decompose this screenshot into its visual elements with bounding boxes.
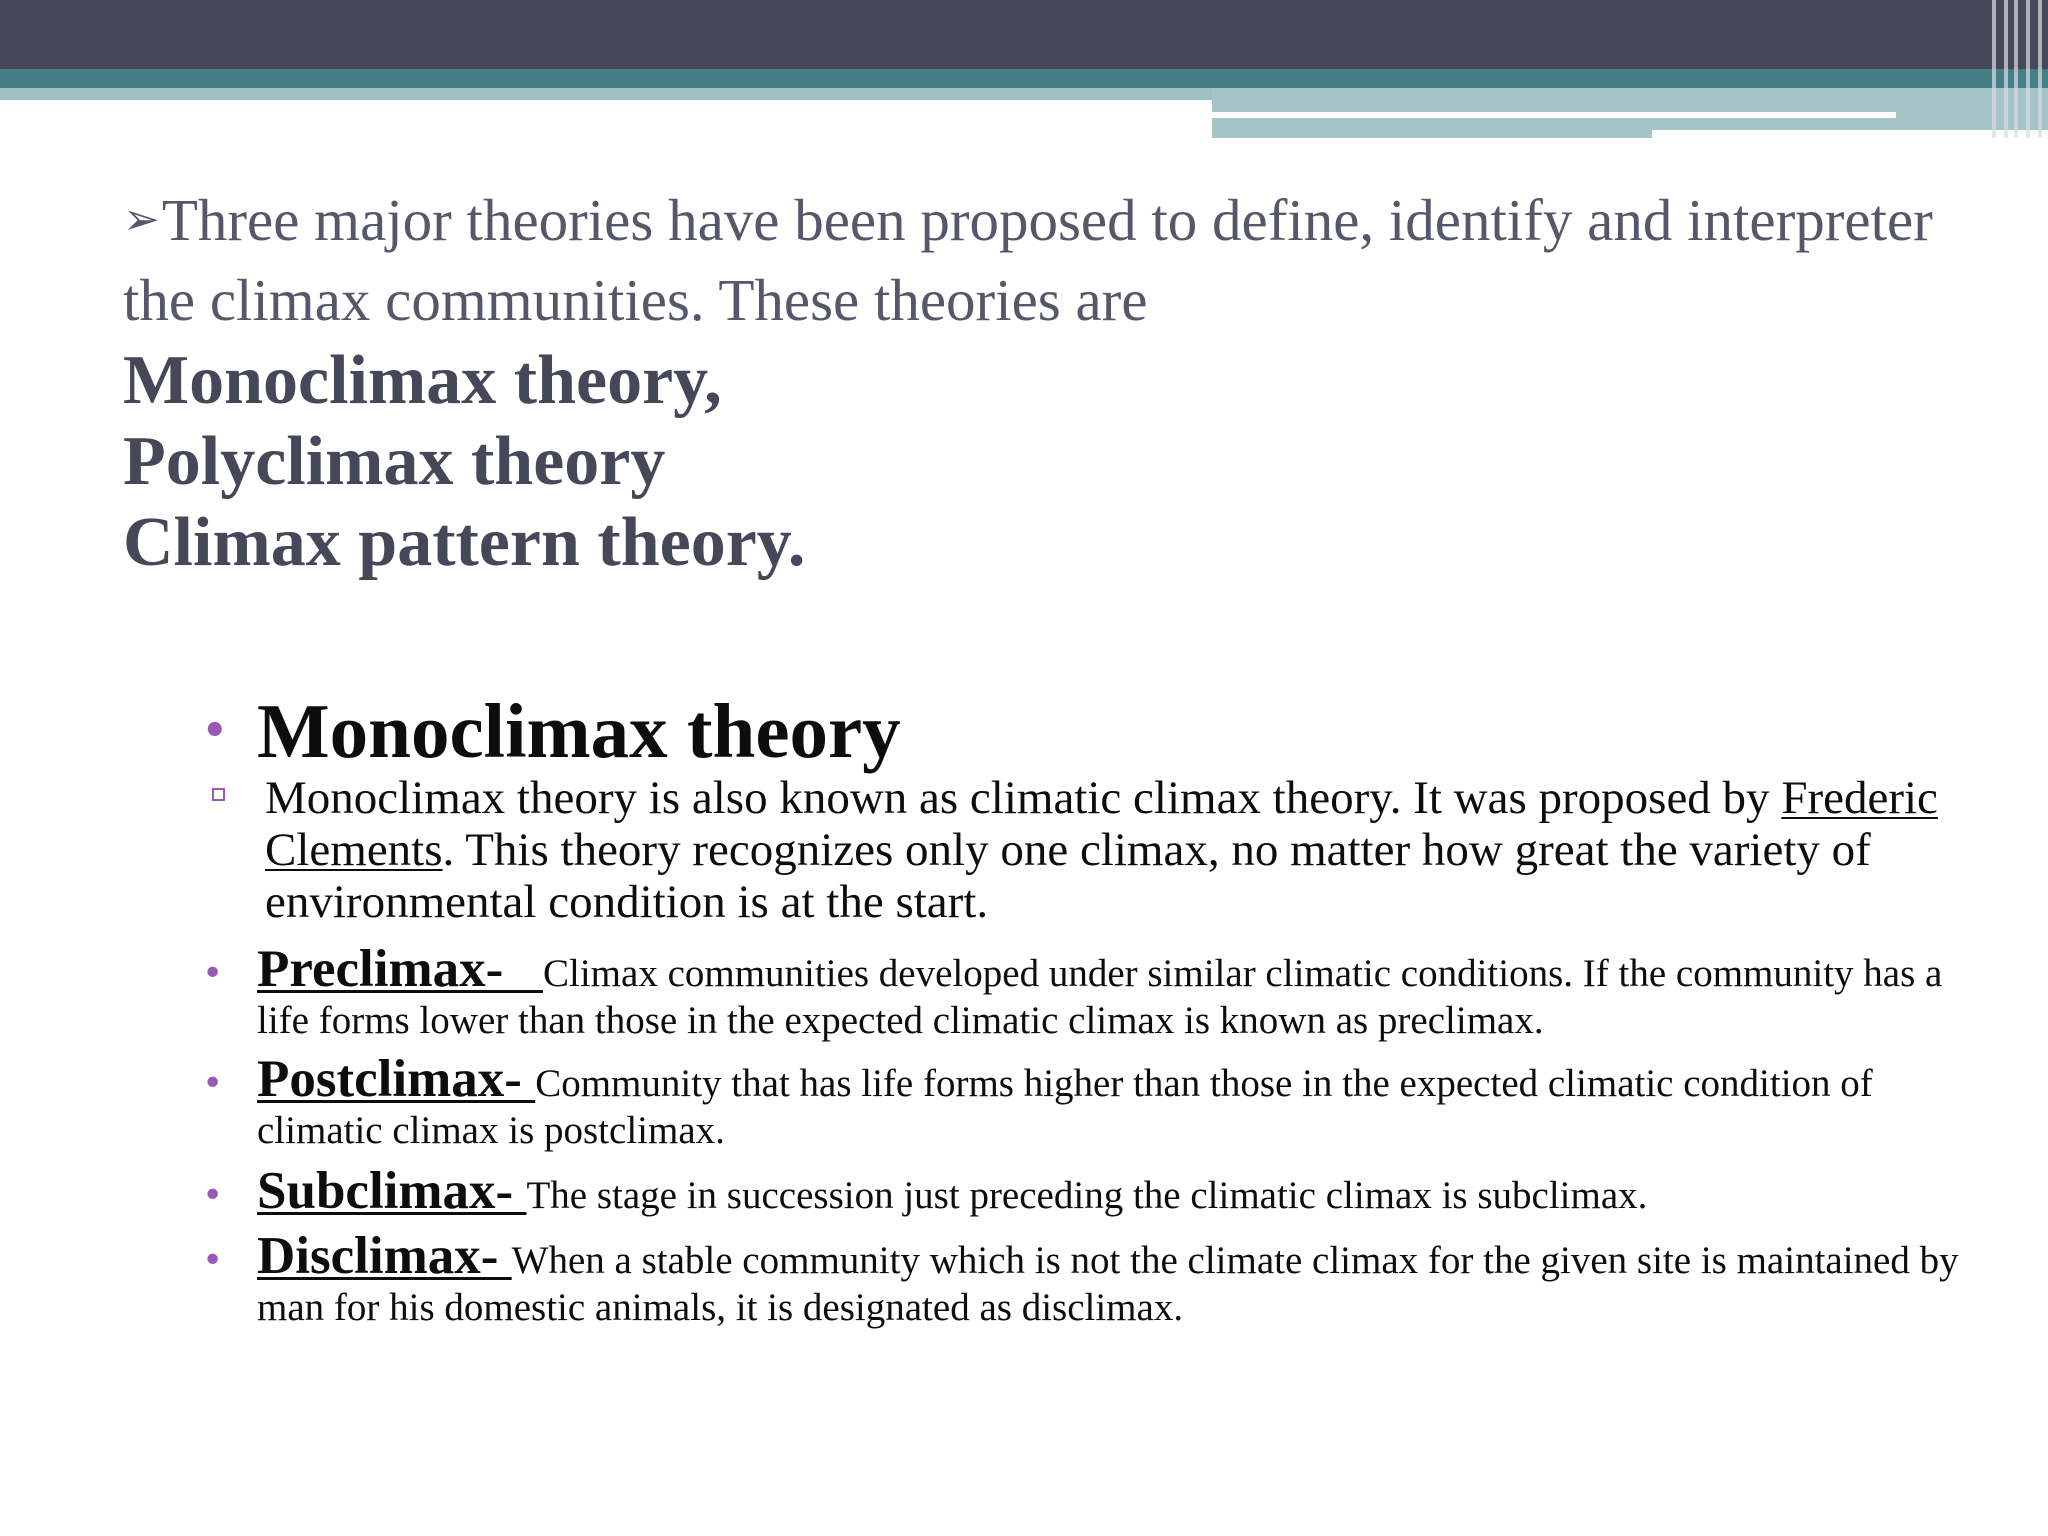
monoclimax-detail-before: Monoclimax theory is also known as climatic climax theory. It was proposed by	[265, 772, 1782, 824]
header-dark-band	[0, 0, 2048, 69]
postclimax-term: Postclimax-	[257, 1050, 536, 1108]
list-item-disclimax	[200, 1227, 1990, 1331]
monoclimax-detail	[265, 772, 1990, 928]
theory-item-climax-pattern: Climax pattern theory.	[123, 504, 806, 581]
bullet-dot-icon: •	[202, 1240, 224, 1281]
preclimax-term: Preclimax-	[257, 940, 543, 998]
bullet-dot-icon: •	[202, 953, 224, 994]
monoclimax-heading: Monoclimax theory	[257, 688, 901, 774]
square-bullet-icon	[212, 788, 225, 801]
arrow-bullet-icon: ➢	[123, 194, 160, 245]
climax-bullet-list	[200, 690, 1990, 1331]
preclimax-text: Climax communities developed under similar climatic conditions. If the community has a life forms lower than those in the expected climatic climax is known as preclimax.	[257, 952, 1943, 1042]
intro-paragraph	[123, 180, 1943, 340]
bullet-dot-icon: •	[202, 708, 228, 754]
intro-text: Three major theories have been proposed to define, identify and interpreter the climax communities. These theories are	[123, 187, 1933, 333]
list-item-subclimax	[200, 1162, 1990, 1220]
subclimax-term: Subclimax-	[257, 1162, 527, 1220]
intro-block	[123, 180, 1943, 583]
list-item-monoclimax	[200, 690, 1990, 772]
header-teal-band	[0, 69, 2048, 88]
postclimax-text: Community that has life forms higher than those in the expected climatic condition of climatic climax is postclimax.	[257, 1062, 1873, 1152]
bullet-dot-icon: •	[202, 1175, 224, 1216]
frederic-clements-link[interactable]: Frederic Clements	[265, 772, 1938, 876]
list-item-preclimax	[200, 940, 1990, 1044]
disclimax-term: Disclimax-	[257, 1227, 512, 1285]
theory-item-monoclimax: Monoclimax theory,	[123, 342, 722, 419]
list-item-postclimax	[200, 1050, 1990, 1154]
monoclimax-detail-after: . This theory recognizes only one climax, no matter how great the variety of environmental condition is at the start.	[265, 824, 1871, 928]
subclimax-text: The stage in succession just preceding the climatic climax is subclimax.	[526, 1174, 1648, 1217]
header-light-band-left	[0, 88, 1212, 100]
disclimax-text: When a stable community which is not the climate climax for the given site is maintained by man for his domestic animals, it is designated as disclimax.	[257, 1239, 1959, 1329]
theory-list	[123, 340, 1943, 583]
bullet-dot-icon: •	[202, 1063, 224, 1104]
header-accent-line	[1212, 112, 1896, 118]
header-edge-stripes	[1988, 0, 2048, 138]
theory-item-polyclimax: Polyclimax theory	[123, 423, 666, 500]
